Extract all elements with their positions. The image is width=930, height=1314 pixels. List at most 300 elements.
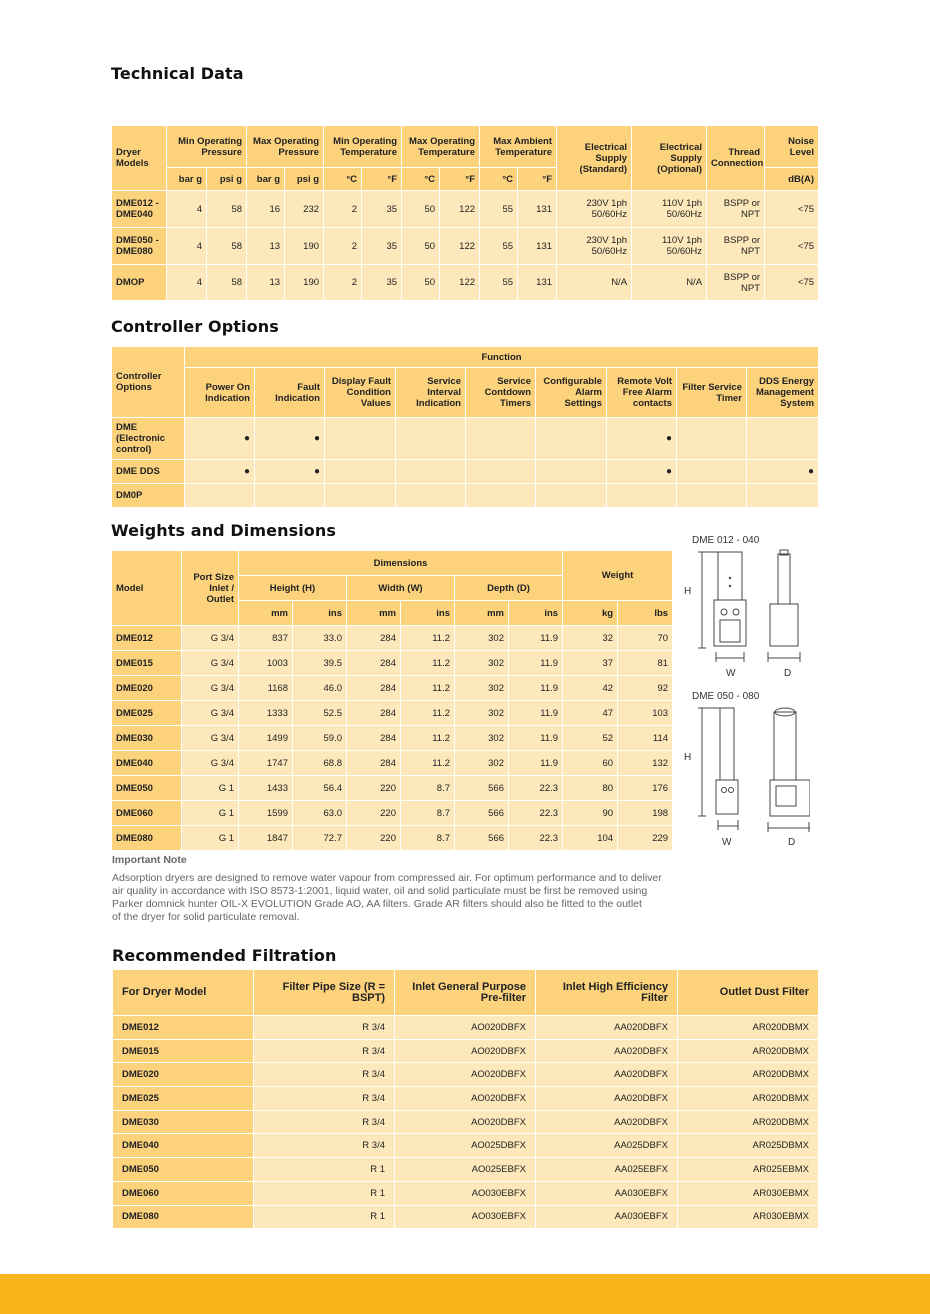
footer-bar (0, 1274, 930, 1314)
cell-lbs: 229 (618, 826, 673, 851)
row-model: DME020 (112, 676, 182, 701)
note-line: of the dryer for solid particulate removal. (112, 911, 300, 923)
cell-kg: 37 (563, 651, 618, 676)
cell: 35 (362, 265, 402, 301)
cell-hmm: 1499 (239, 726, 293, 751)
cell: 190 (285, 228, 324, 265)
cell-wmm: 284 (347, 751, 401, 776)
cell-dmm: 566 (455, 826, 509, 851)
cell-aa: AA020DBFX (536, 1087, 678, 1111)
unit-dba: dB(A) (765, 168, 819, 191)
cell-ar: AR030EBMX (678, 1205, 819, 1229)
col-inlet-gp: Inlet General Purpose Pre-filter (395, 970, 536, 1016)
table-row (113, 1063, 819, 1087)
cell: 58 (207, 228, 247, 265)
row-option: DME (Electronic control) (112, 418, 185, 460)
dot-icon: ● (255, 418, 325, 460)
cell-pipe: R 1 (254, 1205, 395, 1229)
col-noise: Noise Level (765, 126, 819, 168)
row-model: DME020 (113, 1063, 254, 1087)
cell-ar: AR025EBMX (678, 1158, 819, 1182)
unit-psi: psi g (285, 168, 324, 191)
cell-kg: 52 (563, 726, 618, 751)
cell-hmm: 1003 (239, 651, 293, 676)
cell-kg: 80 (563, 776, 618, 801)
cell-hin: 63.0 (293, 801, 347, 826)
cell: 230V 1ph 50/60Hz (557, 228, 632, 265)
col-filter-service: Filter Service Timer (677, 368, 747, 418)
unit-mm: mm (455, 601, 509, 626)
important-note-text (112, 872, 702, 924)
cell-aa: AA020DBFX (536, 1110, 678, 1134)
cell-port: G 3/4 (182, 726, 239, 751)
cell-hin: 56.4 (293, 776, 347, 801)
dot-icon: ● (607, 418, 677, 460)
cell-hmm: 1168 (239, 676, 293, 701)
cell-dmm: 302 (455, 751, 509, 776)
col-min-op-temp: Min Operating Temperature (324, 126, 402, 168)
row-model: DME012 - DME040 (112, 191, 167, 228)
cell-din: 22.3 (509, 801, 563, 826)
table-row (112, 191, 819, 228)
cell: 2 (324, 191, 362, 228)
unit-f: °F (440, 168, 480, 191)
cell-wmm: 284 (347, 651, 401, 676)
cell-hmm: 1747 (239, 751, 293, 776)
cell (607, 484, 677, 508)
cell-ar: AR030EBMX (678, 1181, 819, 1205)
diagram-title: DME 050 - 080 (692, 691, 760, 702)
cell-wmm: 284 (347, 676, 401, 701)
col-dds-energy: DDS Energy Management System (747, 368, 819, 418)
row-model: DME012 (112, 626, 182, 651)
unit-f: °F (518, 168, 557, 191)
col-service-countdown: Service Contdown Timers (466, 368, 536, 418)
cell-port: G 1 (182, 826, 239, 851)
table-row (112, 826, 673, 851)
cell: 55 (480, 228, 518, 265)
col-thread: Thread Connection (707, 126, 765, 191)
cell-aa: AA020DBFX (536, 1016, 678, 1040)
cell-dmm: 302 (455, 726, 509, 751)
unit-c: °C (402, 168, 440, 191)
col-min-op-pressure: Min Operating Pressure (167, 126, 247, 168)
cell-ao: AO020DBFX (395, 1087, 536, 1111)
cell: 13 (247, 265, 285, 301)
cell (677, 460, 747, 484)
cell-wmm: 284 (347, 726, 401, 751)
cell-port: G 3/4 (182, 701, 239, 726)
cell-kg: 90 (563, 801, 618, 826)
cell-din: 22.3 (509, 826, 563, 851)
note-line: Adsorption dryers are designed to remove water vapour from compressed air. For optimum performance and to deliver (112, 872, 662, 884)
table-row (112, 228, 819, 265)
table-row (112, 726, 673, 751)
table-row (112, 265, 819, 301)
dot-icon: ● (747, 460, 819, 484)
row-model: DME040 (112, 751, 182, 776)
cell-hmm: 1433 (239, 776, 293, 801)
cell: 58 (207, 191, 247, 228)
row-model: DME050 - DME080 (112, 228, 167, 265)
table-row (112, 418, 819, 460)
col-max-op-temp: Max Operating Temperature (402, 126, 480, 168)
cell (536, 460, 607, 484)
cell-ar: AR020DBMX (678, 1039, 819, 1063)
cell-lbs: 70 (618, 626, 673, 651)
cell-hmm: 837 (239, 626, 293, 651)
depth-label: D (788, 837, 796, 848)
cell-dmm: 302 (455, 651, 509, 676)
col-dimensions: Dimensions (239, 551, 563, 576)
cell-hin: 39.5 (293, 651, 347, 676)
cell-din: 22.3 (509, 776, 563, 801)
cell-port: G 3/4 (182, 651, 239, 676)
col-pipe-size: Filter Pipe Size (R = BSPT) (254, 970, 395, 1016)
table-row (113, 1205, 819, 1229)
cell (536, 418, 607, 460)
note-line: air quality in accordance with ISO 8573-1:2001, liquid water, oil and solid particulate must be first be removed using (112, 885, 648, 897)
cell: 122 (440, 191, 480, 228)
cell-pipe: R 3/4 (254, 1016, 395, 1040)
cell-din: 11.9 (509, 651, 563, 676)
cell-ao: AO020DBFX (395, 1039, 536, 1063)
table-row (112, 676, 673, 701)
cell-kg: 104 (563, 826, 618, 851)
cell-kg: 60 (563, 751, 618, 776)
row-model: DME040 (113, 1134, 254, 1158)
table-row (113, 1087, 819, 1111)
unit-ins: ins (401, 601, 455, 626)
cell-din: 11.9 (509, 676, 563, 701)
cell-port: G 1 (182, 776, 239, 801)
cell-port: G 3/4 (182, 626, 239, 651)
cell-hin: 52.5 (293, 701, 347, 726)
cell-dmm: 302 (455, 626, 509, 651)
cell-aa: AA020DBFX (536, 1063, 678, 1087)
height-label: H (684, 586, 692, 597)
col-max-amb-temp: Max Ambient Temperature (480, 126, 557, 168)
weights-dimensions-title: Weights and Dimensions (111, 521, 337, 540)
important-note-title: Important Note (112, 854, 187, 866)
cell: 122 (440, 265, 480, 301)
col-max-op-pressure: Max Operating Pressure (247, 126, 324, 168)
cell-pipe: R 3/4 (254, 1039, 395, 1063)
col-height: Height (H) (239, 576, 347, 601)
cell: N/A (557, 265, 632, 301)
cell: 131 (518, 228, 557, 265)
cell: 230V 1ph 50/60Hz (557, 191, 632, 228)
table-row (112, 751, 673, 776)
cell: 50 (402, 228, 440, 265)
dot-icon: ● (185, 418, 255, 460)
technical-data-table (111, 125, 819, 301)
cell: 190 (285, 265, 324, 301)
row-option: DME DDS (112, 460, 185, 484)
cell (396, 460, 466, 484)
dot-icon: ● (255, 460, 325, 484)
row-model: DME025 (112, 701, 182, 726)
cell-kg: 32 (563, 626, 618, 651)
cell (325, 460, 396, 484)
cell-win: 8.7 (401, 826, 455, 851)
cell-kg: 47 (563, 701, 618, 726)
cell (747, 484, 819, 508)
col-for-dryer: For Dryer Model (113, 970, 254, 1016)
cell: 131 (518, 265, 557, 301)
cell-hmm: 1847 (239, 826, 293, 851)
cell-pipe: R 3/4 (254, 1134, 395, 1158)
cell-win: 8.7 (401, 801, 455, 826)
cell-hmm: 1599 (239, 801, 293, 826)
cell: BSPP or NPT (707, 191, 765, 228)
col-supply-standard: Electrical Supply (Standard) (557, 126, 632, 191)
cell-port: G 1 (182, 801, 239, 826)
table-row (112, 801, 673, 826)
row-model: DME012 (113, 1016, 254, 1040)
cell: N/A (632, 265, 707, 301)
table-row (113, 1158, 819, 1182)
row-model: DME030 (113, 1110, 254, 1134)
unit-c: °C (324, 168, 362, 191)
controller-options-table (111, 346, 819, 508)
unit-mm: mm (347, 601, 401, 626)
cell-wmm: 284 (347, 701, 401, 726)
cell-lbs: 114 (618, 726, 673, 751)
cell-ao: AO030EBFX (395, 1181, 536, 1205)
cell: 13 (247, 228, 285, 265)
height-label: H (684, 752, 692, 763)
cell: 35 (362, 228, 402, 265)
table-row (112, 776, 673, 801)
table-row (112, 460, 819, 484)
cell (255, 484, 325, 508)
table-row (112, 701, 673, 726)
cell-hin: 59.0 (293, 726, 347, 751)
cell-hin: 33.0 (293, 626, 347, 651)
row-model: DME015 (113, 1039, 254, 1063)
col-weight: Weight (563, 551, 673, 601)
unit-mm: mm (239, 601, 293, 626)
cell (677, 484, 747, 508)
weights-table (111, 550, 673, 851)
cell-wmm: 220 (347, 801, 401, 826)
cell-lbs: 92 (618, 676, 673, 701)
cell-wmm: 220 (347, 826, 401, 851)
cell-lbs: 103 (618, 701, 673, 726)
cell-win: 11.2 (401, 626, 455, 651)
col-remote-volt-free: Remote Volt Free Alarm contacts (607, 368, 677, 418)
row-model: DME080 (112, 826, 182, 851)
table-row (113, 1039, 819, 1063)
table-row (113, 1134, 819, 1158)
cell-port: G 3/4 (182, 751, 239, 776)
cell: 2 (324, 265, 362, 301)
cell (325, 418, 396, 460)
row-model: DME050 (113, 1158, 254, 1182)
row-model: DME050 (112, 776, 182, 801)
depth-label: D (784, 668, 792, 679)
col-model: Model (112, 551, 182, 626)
cell: 131 (518, 191, 557, 228)
cell: 58 (207, 265, 247, 301)
row-model: DME030 (112, 726, 182, 751)
table-row (113, 1016, 819, 1040)
unit-psi: psi g (207, 168, 247, 191)
recommended-filtration-title: Recommended Filtration (112, 946, 337, 965)
cell: BSPP or NPT (707, 265, 765, 301)
cell: 122 (440, 228, 480, 265)
diagram-title: DME 012 - 040 (692, 535, 760, 546)
filtration-table (112, 969, 819, 1229)
cell-win: 11.2 (401, 676, 455, 701)
cell-win: 11.2 (401, 726, 455, 751)
cell-ar: AR025DBMX (678, 1134, 819, 1158)
cell-ar: AR020DBMX (678, 1087, 819, 1111)
cell: <75 (765, 265, 819, 301)
cell-hin: 46.0 (293, 676, 347, 701)
cell-ao: AO030EBFX (395, 1205, 536, 1229)
cell-dmm: 302 (455, 676, 509, 701)
row-model: DME015 (112, 651, 182, 676)
cell-ao: AO020DBFX (395, 1063, 536, 1087)
table-row (113, 1110, 819, 1134)
cell-ao: AO025EBFX (395, 1158, 536, 1182)
cell (536, 484, 607, 508)
unit-f: °F (362, 168, 402, 191)
cell-hin: 68.8 (293, 751, 347, 776)
cell-lbs: 132 (618, 751, 673, 776)
cell: 232 (285, 191, 324, 228)
cell-aa: AA025DBFX (536, 1134, 678, 1158)
cell: 55 (480, 191, 518, 228)
technical-data-title: Technical Data (111, 64, 244, 83)
col-configurable-alarm: Configurable Alarm Settings (536, 368, 607, 418)
col-inlet-he: Inlet High Efficiency Filter (536, 970, 678, 1016)
note-line: Parker domnick hunter OIL-X EVOLUTION Grade AO, AA filters. Grade AR filters should also be fitted to the outlet (112, 898, 642, 910)
cell-win: 8.7 (401, 776, 455, 801)
cell-port: G 3/4 (182, 676, 239, 701)
cell-pipe: R 1 (254, 1158, 395, 1182)
cell (466, 460, 536, 484)
cell: 50 (402, 265, 440, 301)
dot-icon: ● (185, 460, 255, 484)
cell-win: 11.2 (401, 701, 455, 726)
cell-wmm: 220 (347, 776, 401, 801)
row-option: DM0P (112, 484, 185, 508)
col-width: Width (W) (347, 576, 455, 601)
cell-din: 11.9 (509, 701, 563, 726)
table-row (112, 651, 673, 676)
cell-dmm: 566 (455, 776, 509, 801)
col-supply-optional: Electrical Supply (Optional) (632, 126, 707, 191)
cell-win: 11.2 (401, 751, 455, 776)
cell-ao: AO020DBFX (395, 1016, 536, 1040)
cell (185, 484, 255, 508)
unit-c: °C (480, 168, 518, 191)
cell: <75 (765, 228, 819, 265)
cell-win: 11.2 (401, 651, 455, 676)
cell-ar: AR020DBMX (678, 1063, 819, 1087)
table-row (113, 1181, 819, 1205)
cell-ar: AR020DBMX (678, 1110, 819, 1134)
cell-kg: 42 (563, 676, 618, 701)
cell: 110V 1ph 50/60Hz (632, 228, 707, 265)
cell-pipe: R 3/4 (254, 1063, 395, 1087)
cell: 2 (324, 228, 362, 265)
cell: <75 (765, 191, 819, 228)
col-display-fault: Display Fault Condition Values (325, 368, 396, 418)
cell-aa: AA020DBFX (536, 1039, 678, 1063)
col-fault: Fault Indication (255, 368, 325, 418)
col-port: Port Size Inlet / Outlet (182, 551, 239, 626)
dot-icon: ● (607, 460, 677, 484)
cell-pipe: R 3/4 (254, 1110, 395, 1134)
unit-bar: bar g (167, 168, 207, 191)
row-model: DME060 (113, 1181, 254, 1205)
cell (466, 484, 536, 508)
cell (396, 484, 466, 508)
cell-aa: AA030EBFX (536, 1205, 678, 1229)
col-controller-options: Controller Options (112, 347, 185, 418)
col-depth: Depth (D) (455, 576, 563, 601)
cell-lbs: 198 (618, 801, 673, 826)
cell-wmm: 284 (347, 626, 401, 651)
cell: 35 (362, 191, 402, 228)
cell: 55 (480, 265, 518, 301)
row-model: DME080 (113, 1205, 254, 1229)
cell-dmm: 566 (455, 801, 509, 826)
cell-pipe: R 3/4 (254, 1087, 395, 1111)
cell-hin: 72.7 (293, 826, 347, 851)
col-dryer-models: Dryer Models (112, 126, 167, 191)
table-row (112, 626, 673, 651)
unit-ins: ins (293, 601, 347, 626)
cell-lbs: 176 (618, 776, 673, 801)
cell (466, 418, 536, 460)
cell: 16 (247, 191, 285, 228)
unit-lbs: lbs (618, 601, 673, 626)
width-label: W (722, 837, 732, 848)
controller-options-title: Controller Options (111, 317, 279, 336)
unit-kg: kg (563, 601, 618, 626)
cell-aa: AA025EBFX (536, 1158, 678, 1182)
cell-din: 11.9 (509, 726, 563, 751)
cell (747, 418, 819, 460)
table-row (112, 484, 819, 508)
cell: 4 (167, 191, 207, 228)
row-model: DMOP (112, 265, 167, 301)
cell-din: 11.9 (509, 626, 563, 651)
cell (677, 418, 747, 460)
cell-hmm: 1333 (239, 701, 293, 726)
cell: 50 (402, 191, 440, 228)
cell: 4 (167, 228, 207, 265)
cell-ao: AO025DBFX (395, 1134, 536, 1158)
row-model: DME060 (112, 801, 182, 826)
cell (325, 484, 396, 508)
cell-ao: AO020DBFX (395, 1110, 536, 1134)
cell-dmm: 302 (455, 701, 509, 726)
unit-ins: ins (509, 601, 563, 626)
cell-din: 11.9 (509, 751, 563, 776)
cell-aa: AA030EBFX (536, 1181, 678, 1205)
unit-bar: bar g (247, 168, 285, 191)
col-service-interval: Service Interval Indication (396, 368, 466, 418)
cell: BSPP or NPT (707, 228, 765, 265)
cell-pipe: R 1 (254, 1181, 395, 1205)
cell: 110V 1ph 50/60Hz (632, 191, 707, 228)
